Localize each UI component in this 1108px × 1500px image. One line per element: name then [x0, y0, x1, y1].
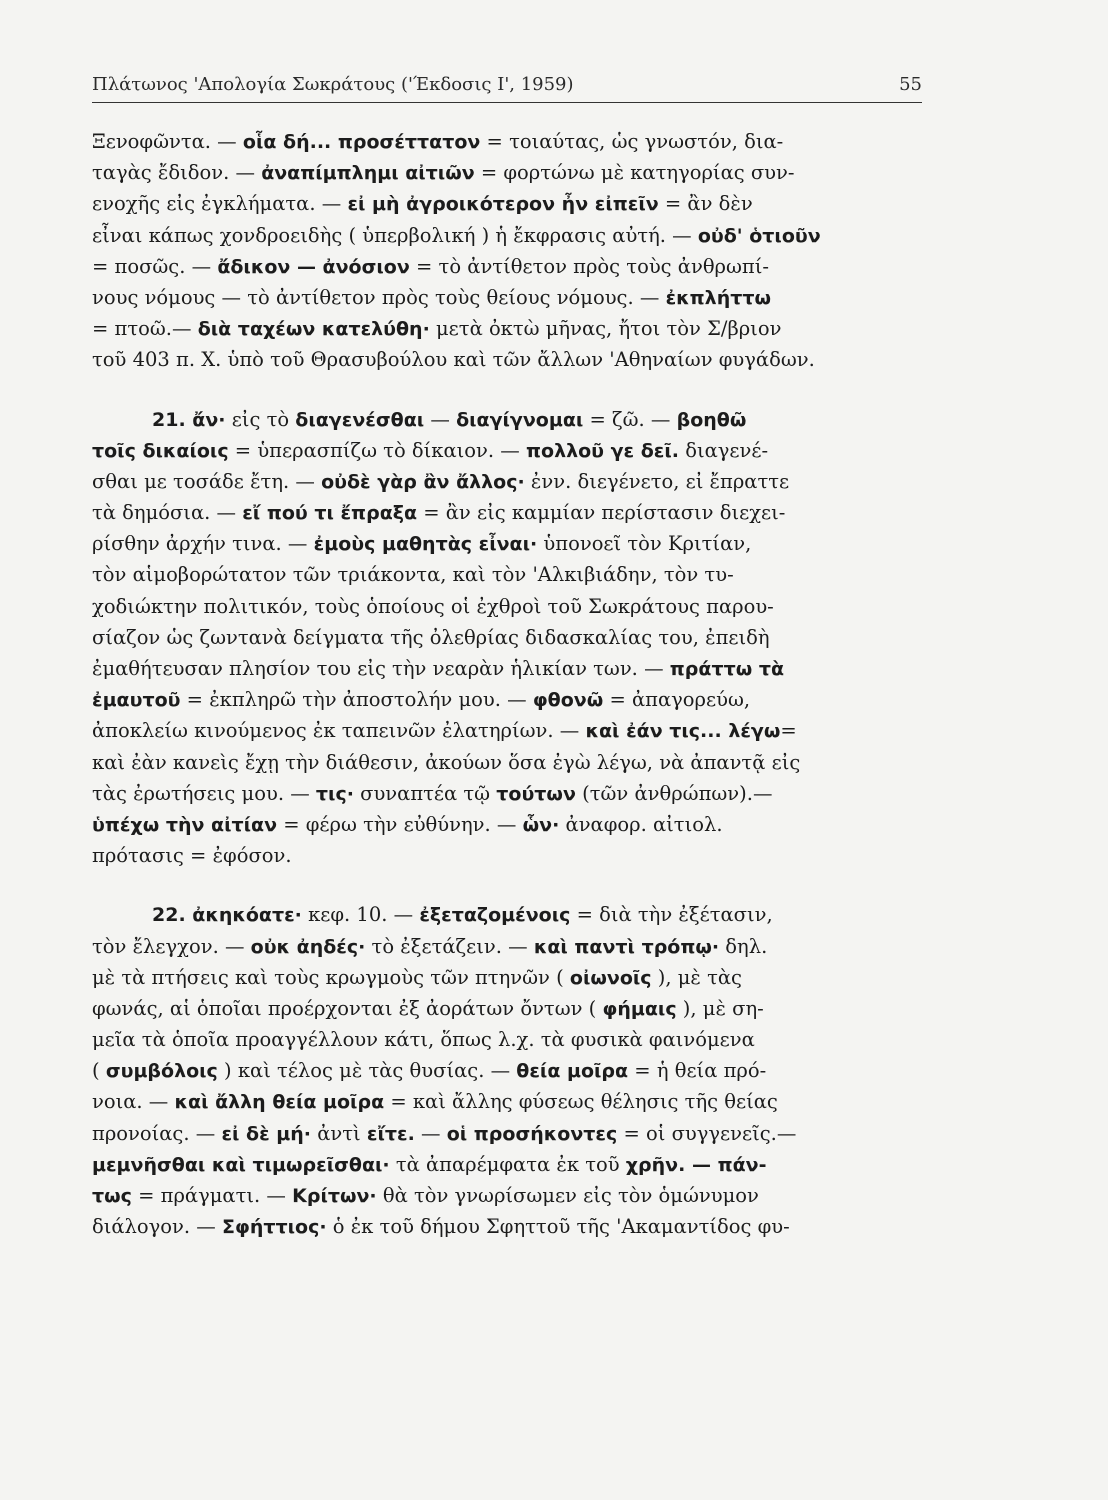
lemma-term: τούτων: [496, 782, 576, 805]
text-line: [92, 931, 922, 962]
gloss-text: = πτοῶ.—: [92, 317, 198, 341]
gloss-text: τὸν ἔλεγχον. —: [92, 934, 251, 958]
text-line: [92, 251, 922, 282]
gloss-text: τὸν αἱμοβορώτατον τῶν τριάκοντα, καὶ τὸν 'Αλκιβιάδην, τὸν τυ-: [92, 563, 734, 587]
text-line: [92, 466, 922, 497]
lemma-term: Σφήττιος·: [222, 1216, 327, 1239]
text-line: [92, 684, 922, 715]
gloss-text: = φορτώνω μὲ κατηγορίας συν-: [474, 161, 795, 185]
text-line: [92, 993, 922, 1024]
text-line: [92, 497, 922, 528]
gloss-text: = καὶ ἄλλης φύσεως θέλησις τῆς θείας: [384, 1090, 778, 1114]
gloss-text: μεῖα τὰ ὁποῖα προαγγέλλουν κάτι, ὅπως λ.χ. τὰ φυσικὰ φαινόμενα: [92, 1028, 755, 1052]
gloss-text: —: [424, 407, 457, 431]
gloss-text: = ἡ θεία πρό-: [628, 1059, 767, 1083]
lemma-term: ἐμαυτοῦ: [92, 689, 181, 712]
gloss-text: ὑπονοεῖ τὸν Κριτίαν,: [537, 532, 752, 556]
lemma-term: ἐμοὺς μαθητὰς εἶναι·: [313, 533, 538, 556]
lemma-term: οἱ προσήκοντες: [446, 1122, 618, 1145]
paragraph-gap: [92, 376, 922, 404]
gloss-text: = τοιαύτας, ὡς γνωστόν, δια-: [480, 130, 784, 153]
gloss-text: μὲ τὰ πτήσεις καὶ τοὺς κρωγμοὺς τῶν πτηνῶν (: [92, 965, 570, 989]
gloss-text: = ἀπαγορεύω,: [603, 688, 751, 712]
lemma-term: καὶ ἐάν τις... λέγω: [585, 720, 781, 743]
text-line: [92, 404, 922, 435]
gloss-text: τὰς ἐρωτήσεις μου. —: [92, 781, 316, 805]
gloss-text: ) καὶ τέλος μὲ τὰς θυσίας. —: [217, 1059, 517, 1083]
gloss-text: ἀποκλείω κινούμενος ἐκ ταπεινῶν ἐλατηρίων. —: [92, 719, 586, 743]
text-line: [92, 282, 922, 313]
lemma-term: διὰ ταχέων κατελύθη·: [197, 318, 430, 341]
text-line: [92, 653, 922, 684]
running-head: [92, 70, 922, 103]
lemma-term: ἄδικον — ἀνόσιον: [217, 255, 410, 278]
gloss-text: ἐνν. διεγένετο, εἰ ἔπραττε: [524, 469, 790, 493]
gloss-text: =: [780, 719, 797, 743]
lemma-term: 22. ἀκηκόατε·: [152, 904, 302, 927]
text-line: [92, 344, 922, 375]
lemma-term: 21. ἄν·: [152, 408, 226, 431]
gloss-text: διαγενέ-: [679, 438, 769, 462]
lemma-term: ἀναπίμπλημι αἰτιῶν: [261, 162, 475, 185]
gloss-text: = διὰ τὴν ἐξέτασιν,: [570, 903, 773, 927]
commentary-text: [92, 126, 922, 1242]
gloss-text: ἀντὶ: [311, 1121, 367, 1145]
lemma-term: οἰωνοῖς: [569, 966, 652, 989]
text-line: [92, 435, 922, 466]
gloss-text: ρίσθην ἀρχήν τινα. —: [92, 532, 314, 556]
lemma-term: καὶ ἄλλη θεία μοῖρα: [174, 1091, 385, 1114]
gloss-text: εἰς τὸ: [225, 407, 296, 431]
gloss-text: μετὰ ὀκτὼ μῆνας, ἤτοι τὸν Σ/βριον: [429, 317, 782, 341]
gloss-text: πρότασις = ἐφόσον.: [92, 844, 292, 868]
text-line: [92, 778, 922, 809]
gloss-text: θὰ τὸν γνωρίσωμεν εἰς τὸν ὁμώνυμον: [376, 1184, 759, 1207]
gloss-text: δηλ.: [719, 934, 768, 958]
gloss-text: ενοχῆς εἰς ἐγκλήματα. —: [92, 192, 348, 216]
gloss-text: φωνάς, αἱ ὁποῖαι προέρχονται ἐξ ἀοράτων ὄντων (: [92, 996, 603, 1020]
text-line: [92, 1211, 922, 1242]
lemma-term: φθονῶ: [532, 689, 604, 712]
lemma-term: πράττω τὰ: [669, 658, 785, 680]
text-line: [92, 962, 922, 993]
lemma-term: φήμαις: [602, 997, 677, 1020]
lemma-term: καὶ παντὶ τρόπῳ·: [533, 935, 720, 958]
lemma-term: τως: [92, 1185, 132, 1207]
gloss-text: εἶναι κάπως χονδροειδὴς ( ὑπερβολική ) ἡ ἔκφρασις αὐτή. —: [92, 223, 698, 247]
gloss-text: συναπτέα τῷ: [353, 781, 497, 805]
gloss-text: προνοίας. —: [92, 1121, 222, 1145]
text-line: [92, 528, 922, 559]
text-line: [92, 220, 922, 251]
lemma-term: εἰ δὲ μή·: [221, 1122, 312, 1145]
text-line: [92, 899, 922, 930]
text-line: [92, 157, 922, 188]
gloss-text: νοια. —: [92, 1090, 175, 1114]
lemma-term: διαγενέσθαι: [295, 408, 425, 431]
gloss-text: σθαι με τοσάδε ἔτη. —: [92, 469, 322, 493]
gloss-text: ), μὲ ση-: [676, 996, 764, 1020]
gloss-text: = ὑπερασπίζω τὸ δίκαιον. —: [228, 438, 526, 462]
gloss-text: καὶ ἐὰν κανεὶς ἔχῃ τὴν διάθεσιν, ἀκούων ὅσα ἐγὼ λέγω, νὰ ἀπαντᾷ εἰς: [92, 750, 801, 774]
gloss-text: (τῶν ἀνθρώπων).—: [575, 781, 773, 805]
gloss-text: ἐμαθήτευσαν πλησίον του εἰς τὴν νεαρὰν ἡλικίαν των. —: [92, 657, 670, 680]
gloss-text: = τὸ ἀντίθετον πρὸς τοὺς ἀνθρωπί-: [409, 254, 769, 278]
lemma-term: βοηθῶ: [676, 408, 747, 431]
lemma-term: χρῆν. — πάν-: [625, 1153, 767, 1176]
text-line: [92, 715, 922, 746]
lemma-term: οὐδὲ γὰρ ἂν ἄλλος·: [321, 470, 525, 493]
gloss-text: = ἐκπληρῶ τὴν ἀποστολήν μου. —: [180, 688, 533, 712]
lemma-term: διαγίγνομαι: [456, 408, 584, 431]
lemma-term: οὐδ' ὁτιοῦν: [697, 224, 821, 247]
text-line: [92, 1055, 922, 1086]
text-line: [92, 1118, 922, 1149]
gloss-text: ), μὲ τὰς: [651, 965, 742, 989]
gloss-text: = ποσῶς. —: [92, 254, 218, 278]
gloss-text: ἀναφορ. αἰτιολ.: [559, 812, 723, 836]
paragraph-gap: [92, 871, 922, 899]
gloss-text: τὰ ἀπαρέμφατα ἐκ τοῦ: [389, 1152, 626, 1176]
gloss-text: ταγὰς ἔδιδον. —: [92, 161, 262, 185]
text-line: [92, 622, 922, 653]
gloss-text: = φέρω τὴν εὐθύνην. —: [277, 812, 523, 836]
lemma-term: Κρίτων·: [292, 1185, 377, 1207]
lemma-term: εἰ μὴ ἀγροικότερον ἦν εἰπεῖν: [347, 193, 659, 216]
text-line: [92, 1180, 922, 1211]
text-line: [92, 747, 922, 778]
gloss-text: Ξενοφῶντα. —: [92, 130, 243, 153]
lemma-term: εἴ πού τι ἔπραξα: [242, 502, 418, 525]
lemma-term: μεμνῆσθαι καὶ τιμωρεῖσθαι·: [92, 1153, 390, 1176]
gloss-text: τοῦ 403 π. Χ. ὑπὸ τοῦ Θρασυβούλου καὶ τῶν ἄλλων 'Αθηναίων φυγάδων.: [92, 348, 815, 372]
text-line: [92, 1024, 922, 1055]
gloss-text: = οἱ συγγενεῖς.—: [617, 1121, 797, 1145]
gloss-text: τὸ ἐξετάζειν. —: [365, 934, 534, 958]
lemma-term: τις·: [315, 782, 354, 805]
gloss-text: —: [414, 1121, 447, 1145]
lemma-term: εἴτε.: [366, 1122, 415, 1145]
gloss-text: τὰ δημόσια. —: [92, 501, 243, 525]
lemma-term: ἐξεταζομένοις: [419, 904, 571, 927]
gloss-text: ὁ ἐκ τοῦ δήμου Σφηττοῦ τῆς 'Ακαμαντίδος φυ-: [326, 1215, 790, 1239]
text-line: [92, 591, 922, 622]
gloss-text: κεφ. 10. —: [301, 903, 420, 927]
lemma-term: συμβόλοις: [105, 1060, 218, 1083]
text-line: [92, 809, 922, 840]
text-line: [92, 559, 922, 590]
gloss-text: = ἂν εἰς καμμίαν περίστασιν διεχει-: [417, 501, 786, 525]
gloss-text: = ζῶ. —: [583, 407, 677, 431]
gloss-text: διάλογον. —: [92, 1215, 222, 1239]
lemma-term: ἐκπλήττω: [665, 286, 771, 309]
text-line: [92, 126, 922, 157]
page-number: 55: [899, 74, 922, 95]
text-line: [92, 188, 922, 219]
gloss-text: = ἂν δὲν: [658, 192, 753, 216]
gloss-text: (: [92, 1059, 106, 1083]
gloss-text: σίαζον ὡς ζωντανὰ δείγματα τῆς ὀλεθρίας διδασκαλίας του, ἐπειδὴ: [92, 625, 770, 649]
gloss-text: νους νόμους — τὸ ἀντίθετον πρὸς τοὺς θείους νόμους. —: [92, 285, 666, 309]
lemma-term: οἷα δή... προσέττατον: [242, 131, 481, 153]
lemma-term: τοῖς δικαίοις: [92, 439, 229, 462]
lemma-term: οὐκ ἀηδές·: [250, 935, 366, 958]
text-line: [92, 840, 922, 871]
lemma-term: πολλοῦ γε δεῖ.: [525, 439, 679, 462]
text-line: [92, 313, 922, 344]
lemma-term: ὧν·: [522, 813, 560, 836]
gloss-text: χοδιώκτην πολιτικόν, τοὺς ὁποίους οἱ ἐχθροὶ τοῦ Σωκράτους παρου-: [92, 594, 774, 618]
running-head-title: Πλάτωνος 'Απολογία Σωκράτους ('Έκδοσις Ι', 1959): [92, 74, 574, 95]
lemma-term: θεία μοῖρα: [516, 1060, 629, 1083]
lemma-term: ὑπέχω τὴν αἰτίαν: [92, 813, 278, 836]
gloss-text: = πράγματι. —: [131, 1184, 293, 1207]
text-line: [92, 1149, 922, 1180]
text-line: [92, 1086, 922, 1117]
